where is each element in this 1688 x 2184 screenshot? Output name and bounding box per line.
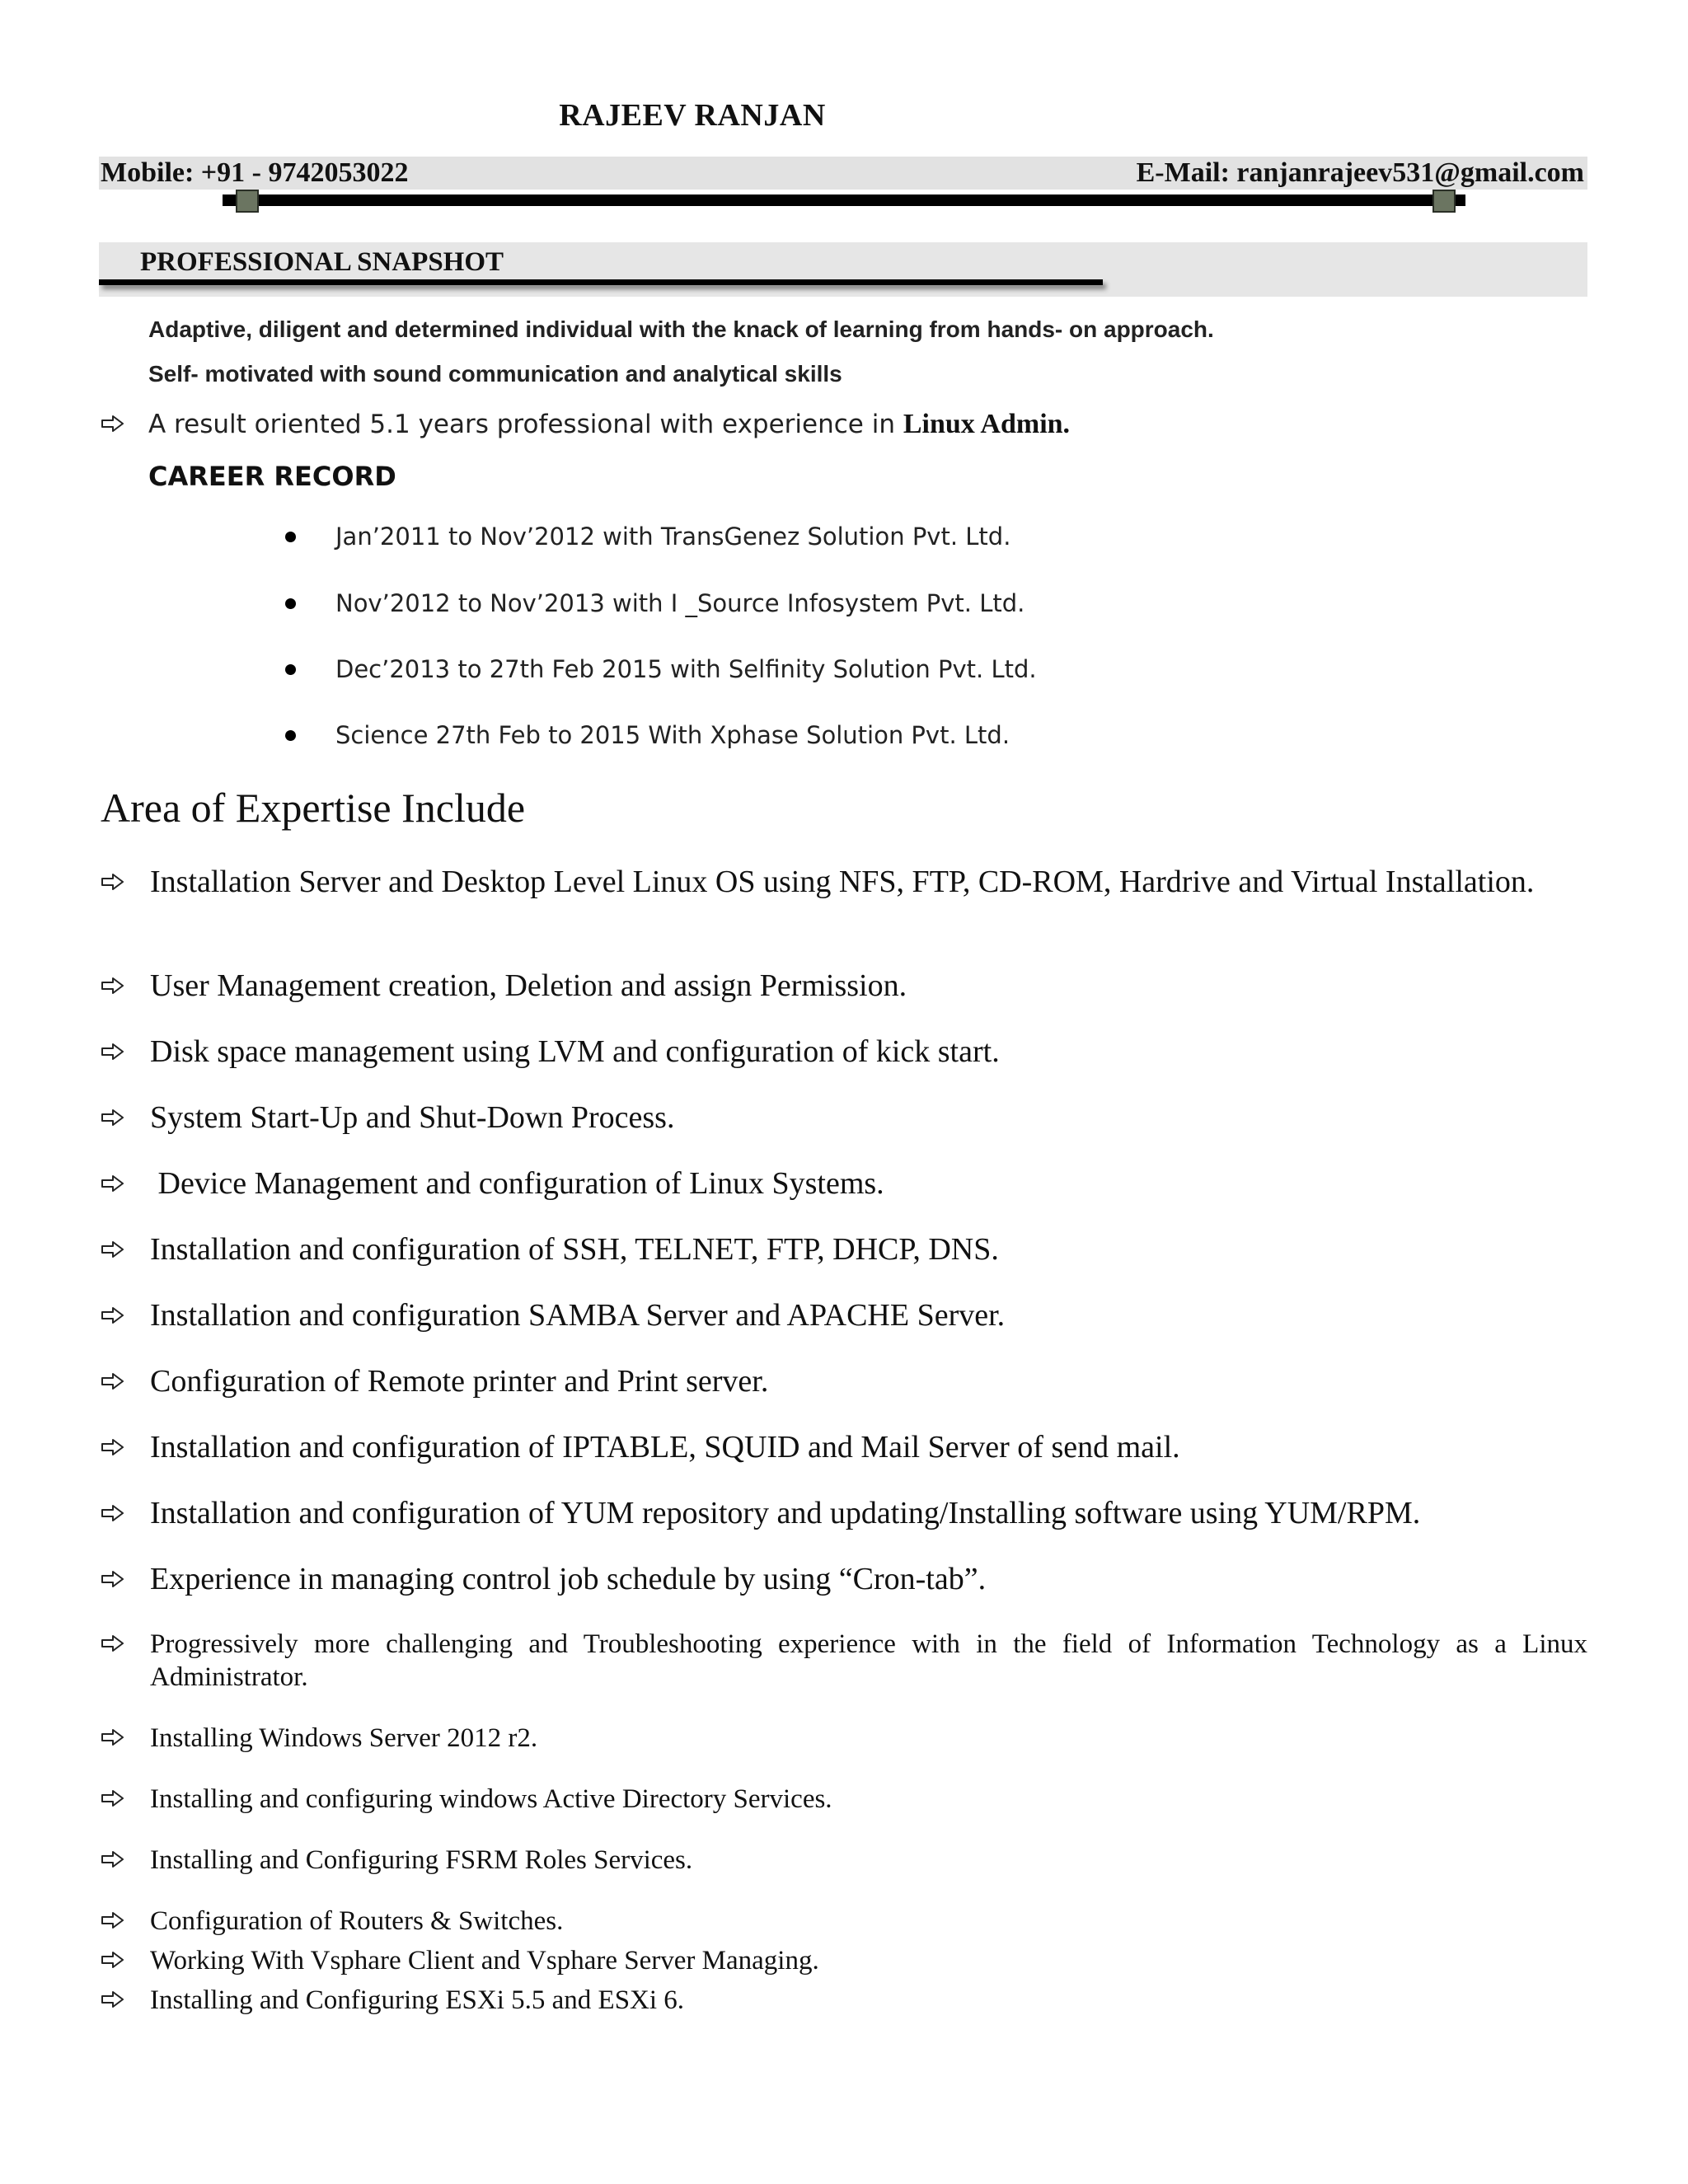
- summary-line: Adaptive, diligent and determined individual with the knack of learning from hands- on approach.: [148, 316, 1214, 342]
- expertise-item: Configuration of Remote printer and Print server.: [150, 1364, 769, 1399]
- expertise-item: Installation Server and Desktop Level Linux OS using NFS, FTP, CD-ROM, Hardrive and Virtual Installation.: [150, 865, 1535, 899]
- bullet-dot-icon: [285, 532, 296, 542]
- expertise-item: Installation and configuration of IPTABLE, SQUID and Mail Server of send mail.: [150, 1430, 1180, 1465]
- career-item: Dec’2013 to 27th Feb 2015 with Selfinity Solution Pvt. Ltd.: [335, 655, 1037, 683]
- arrow-bullet-icon: [101, 1240, 130, 1263]
- divider-right-knob: [1432, 190, 1456, 213]
- arrow-bullet-icon: [101, 1950, 130, 1973]
- header-divider: [223, 194, 1465, 206]
- expertise-item: Progressively more challenging and Troubleshooting experience with in the field of Information Technology as a Linux Administrator.: [150, 1629, 1587, 1692]
- expertise-item: Installing and Configuring ESXi 5.5 and ESXi 6.: [150, 1985, 685, 2015]
- arrow-bullet-icon: [101, 1503, 130, 1526]
- expertise-item: Installing and Configuring FSRM Roles Services.: [150, 1845, 693, 1875]
- arrow-bullet-icon: [101, 1990, 130, 2013]
- expertise-item: System Start-Up and Shut-Down Process.: [150, 1100, 675, 1135]
- expertise-item: Installation and configuration of SSH, TELNET, FTP, DHCP, DNS.: [150, 1232, 999, 1267]
- bullet-dot-icon: [285, 598, 296, 609]
- career-item: Jan’2011 to Nov’2012 with TransGenez Solution Pvt. Ltd.: [335, 523, 1011, 551]
- snapshot-heading: PROFESSIONAL SNAPSHOT: [140, 247, 504, 277]
- arrow-bullet-icon: [101, 1042, 130, 1065]
- arrow-bullet-icon: [101, 1371, 130, 1394]
- arrow-bullet-icon: [101, 1108, 130, 1131]
- candidate-name: RAJEEV RANJAN: [559, 98, 826, 133]
- arrow-bullet-icon: [101, 1849, 130, 1872]
- career-item: Nov’2012 to Nov’2013 with I _Source Infosystem Pvt. Ltd.: [335, 589, 1025, 617]
- mobile-number: Mobile: +91 - 9742053022: [101, 157, 409, 188]
- divider-left-knob: [236, 190, 259, 213]
- arrow-bullet-icon: [101, 1727, 130, 1750]
- experience-summary: [148, 408, 1070, 441]
- expertise-item: Installation and configuration of YUM repository and updating/Installing software using YUM/RPM.: [150, 1496, 1421, 1530]
- career-record-heading: CAREER RECORD: [148, 461, 396, 492]
- arrow-bullet-icon: [101, 1174, 130, 1197]
- email-address: E-Mail: ranjanrajeev531@gmail.com: [1136, 157, 1584, 188]
- summary-line: Self- motivated with sound communication and analytical skills: [148, 361, 842, 387]
- expertise-item: Installing and configuring windows Active Directory Services.: [150, 1784, 832, 1814]
- arrow-bullet-icon: [101, 414, 130, 437]
- expertise-item: Installation and configuration SAMBA Server and APACHE Server.: [150, 1298, 1006, 1333]
- arrow-bullet-icon: [101, 1437, 130, 1460]
- arrow-bullet-icon: [101, 1569, 130, 1592]
- expertise-item: Working With Vsphare Client and Vsphare Server Managing.: [150, 1946, 819, 1975]
- expertise-item: Experience in managing control job schedule by using “Cron-tab”.: [150, 1562, 987, 1596]
- expertise-item: Disk space management using LVM and configuration of kick start.: [150, 1034, 1000, 1069]
- bullet-dot-icon: [285, 730, 296, 741]
- arrow-bullet-icon: [101, 1305, 130, 1329]
- arrow-bullet-icon: [101, 1910, 130, 1933]
- arrow-bullet-icon: [101, 1633, 130, 1657]
- expertise-item: Device Management and configuration of Linux Systems.: [150, 1166, 884, 1201]
- expertise-item: User Management creation, Deletion and assign Permission.: [150, 968, 907, 1003]
- expertise-heading: Area of Expertise Include: [101, 785, 526, 831]
- career-item: Science 27th Feb to 2015 With Xphase Solution Pvt. Ltd.: [335, 721, 1010, 749]
- experience-summary-text: A result oriented 5.1 years professional with experience in: [148, 410, 895, 439]
- arrow-bullet-icon: [101, 976, 130, 999]
- experience-summary-role: Linux Admin.: [903, 409, 1071, 439]
- bullet-dot-icon: [285, 664, 296, 675]
- expertise-item: Configuration of Routers & Switches.: [150, 1906, 564, 1936]
- arrow-bullet-icon: [101, 1788, 130, 1811]
- expertise-item: Installing Windows Server 2012 r2.: [150, 1723, 538, 1753]
- snapshot-underline: [99, 279, 1103, 285]
- arrow-bullet-icon: [101, 872, 130, 895]
